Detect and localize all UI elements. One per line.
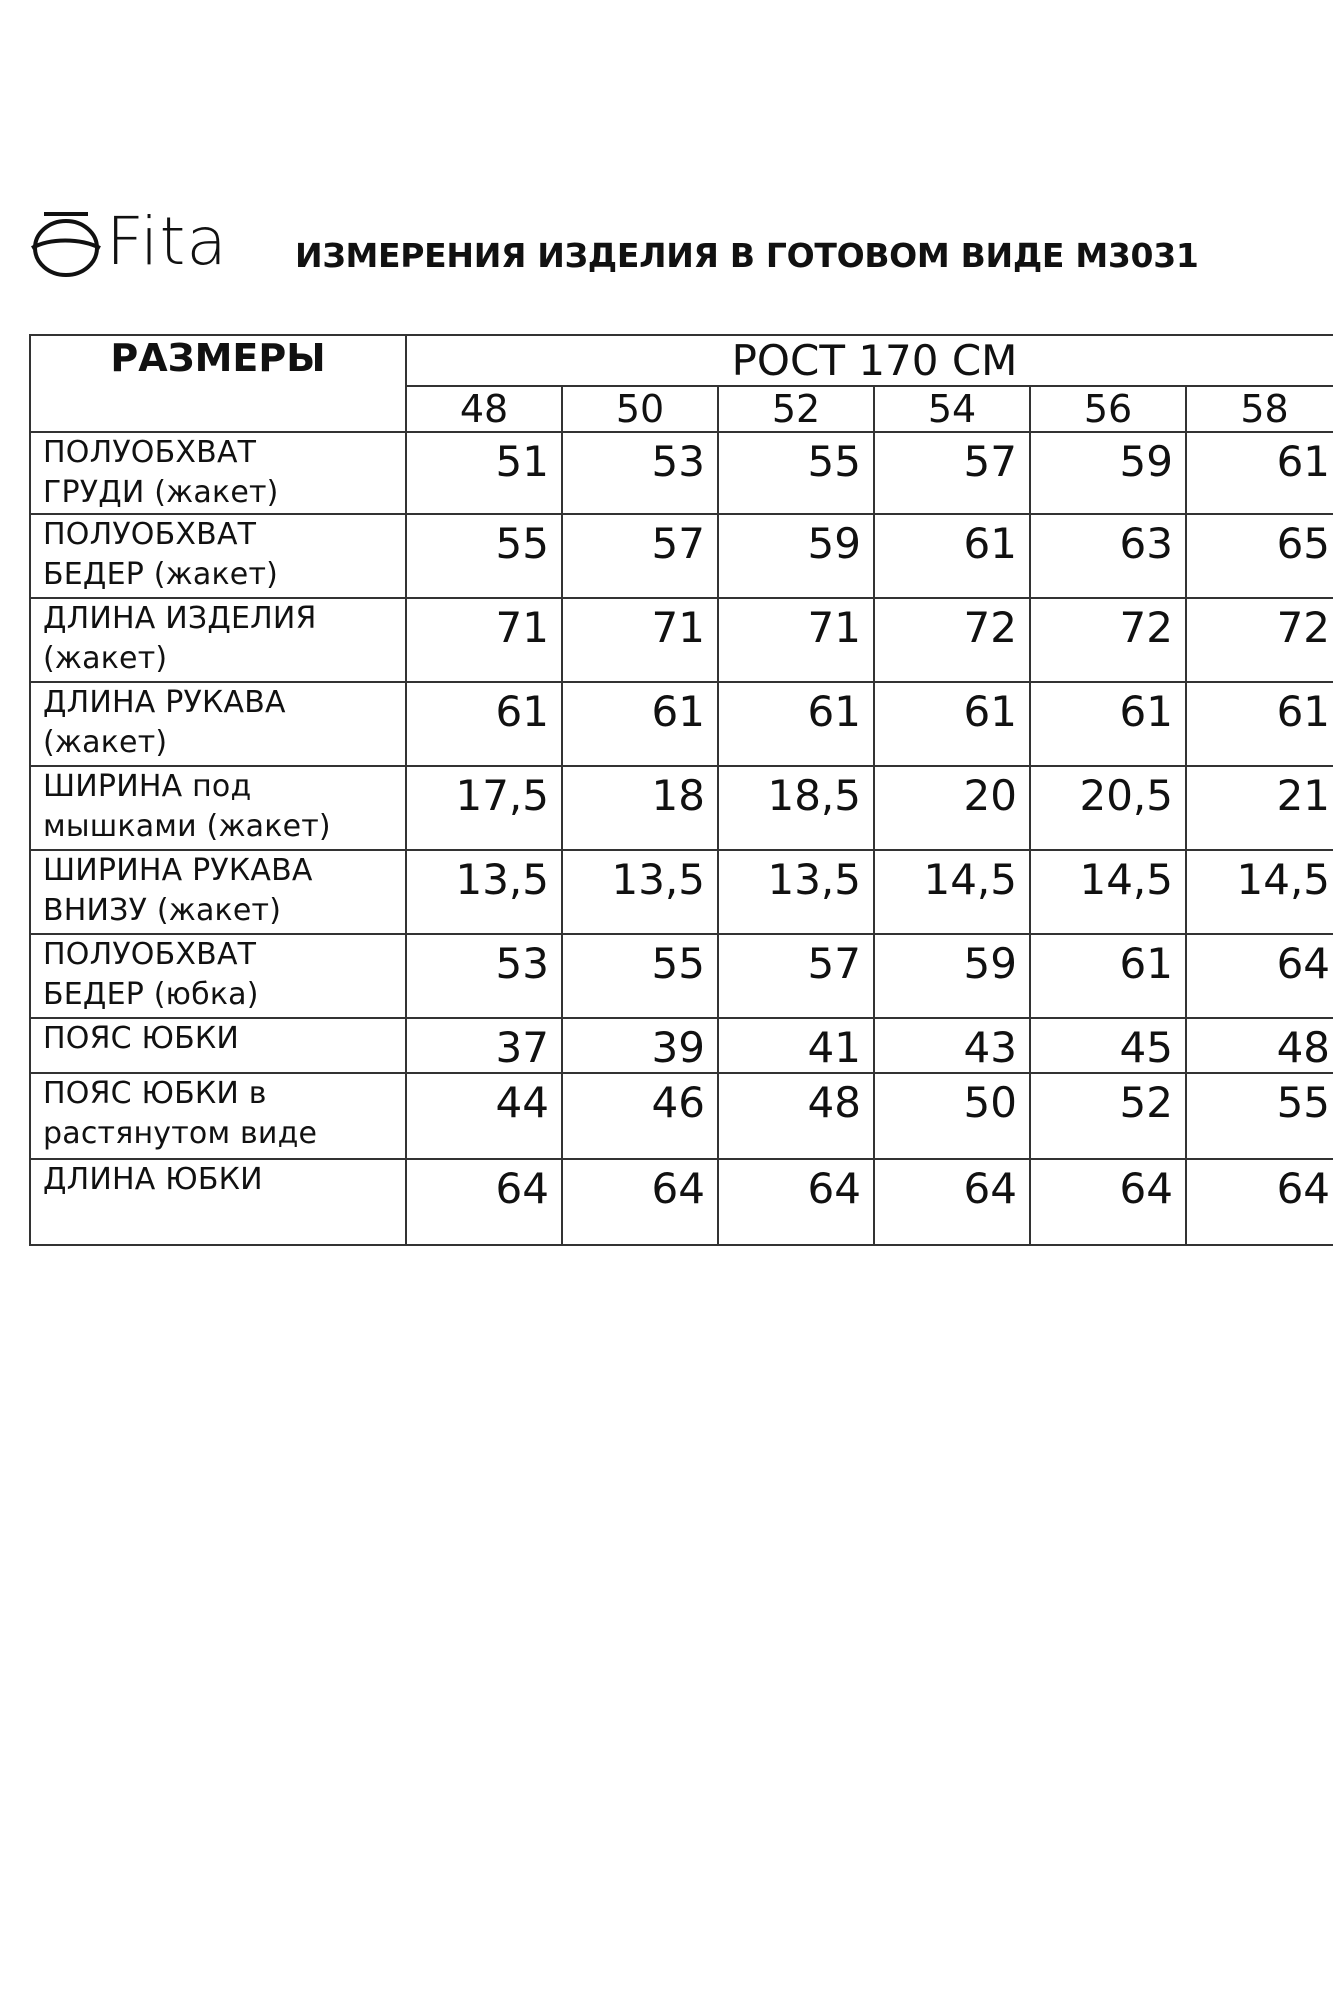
- table-row: [30, 934, 1333, 1018]
- parameter-label-line: растянутом виде: [43, 1116, 318, 1151]
- measurement-value: 61: [874, 514, 1030, 598]
- parameter-label: [30, 1159, 406, 1245]
- measurement-value: 65: [1186, 514, 1333, 598]
- measurement-value: 17,5: [406, 766, 562, 850]
- table-row: [30, 514, 1333, 598]
- parameter-label-line: БЕДЕР (жакет): [43, 557, 279, 592]
- height-header: РОСТ 170 СМ: [406, 335, 1333, 386]
- measurement-value: 53: [562, 432, 718, 514]
- parameter-label: [30, 934, 406, 1018]
- measurement-value: 21: [1186, 766, 1333, 850]
- measurement-value: 63: [1030, 514, 1186, 598]
- measurement-value: 71: [718, 598, 874, 682]
- table-row: [30, 598, 1333, 682]
- measurement-value: 13,5: [718, 850, 874, 934]
- parameter-label-line: (жакет): [43, 641, 168, 676]
- measurement-value: 50: [874, 1073, 1030, 1159]
- measurement-value: 39: [562, 1018, 718, 1073]
- measurement-value: 53: [406, 934, 562, 1018]
- parameter-label: [30, 766, 406, 850]
- brand-name: Fita: [106, 203, 228, 280]
- table-row: [30, 850, 1333, 934]
- measurement-value: 55: [562, 934, 718, 1018]
- measurement-value: 61: [406, 682, 562, 766]
- measurement-value: 64: [1030, 1159, 1186, 1245]
- measurement-value: 14,5: [1186, 850, 1333, 934]
- measurement-value: 14,5: [874, 850, 1030, 934]
- parameter-label: [30, 514, 406, 598]
- parameter-label-line: ШИРИНА РУКАВА: [43, 853, 313, 888]
- size-header-cell: 54: [874, 386, 1030, 432]
- parameter-label-line: (жакет): [43, 725, 168, 760]
- parameter-label-line: ДЛИНА РУКАВА: [43, 685, 286, 720]
- measurement-value: 55: [406, 514, 562, 598]
- measurement-value: 18,5: [718, 766, 874, 850]
- measurement-value: 20: [874, 766, 1030, 850]
- parameter-label-line: ПОЛУОБХВАТ: [43, 435, 257, 470]
- measurement-value: 20,5: [1030, 766, 1186, 850]
- table-row: [30, 766, 1333, 850]
- parameter-label-line: ШИРИНА под: [43, 769, 252, 804]
- table-row: [30, 682, 1333, 766]
- measurement-value: 61: [1030, 934, 1186, 1018]
- measurement-value: 13,5: [562, 850, 718, 934]
- measurement-value: 61: [562, 682, 718, 766]
- parameter-label-line: мышками (жакет): [43, 809, 331, 844]
- measurement-value: 61: [874, 682, 1030, 766]
- parameter-label: [30, 598, 406, 682]
- measurement-value: 64: [1186, 1159, 1333, 1245]
- table-row: [30, 1018, 1333, 1073]
- measurement-value: 45: [1030, 1018, 1186, 1073]
- measurement-value: 51: [406, 432, 562, 514]
- measurement-value: 57: [718, 934, 874, 1018]
- measurement-value: 61: [1186, 432, 1333, 514]
- size-chart-table: [29, 334, 1333, 1246]
- size-header-cell: 52: [718, 386, 874, 432]
- parameter-label: [30, 432, 406, 514]
- measurement-value: 57: [562, 514, 718, 598]
- measurement-value: 71: [406, 598, 562, 682]
- document-title: ИЗМЕРЕНИЯ ИЗДЕЛИЯ В ГОТОВОМ ВИДЕ М3031: [295, 236, 1199, 275]
- measurement-value: 61: [1186, 682, 1333, 766]
- fita-theta-icon: [30, 208, 102, 280]
- parameter-label-line: ВНИЗУ (жакет): [43, 893, 282, 928]
- parameter-label-line: ПОЛУОБХВАТ: [43, 517, 257, 552]
- measurement-value: 48: [1186, 1018, 1333, 1073]
- parameter-label-line: ДЛИНА ИЗДЕЛИЯ: [43, 601, 317, 636]
- measurement-value: 14,5: [1030, 850, 1186, 934]
- measurement-value: 59: [1030, 432, 1186, 514]
- measurement-value: 64: [562, 1159, 718, 1245]
- measurement-value: 61: [718, 682, 874, 766]
- measurement-value: 57: [874, 432, 1030, 514]
- table-body: [30, 432, 1333, 1245]
- parameter-label-line: ДЛИНА ЮБКИ: [43, 1162, 263, 1197]
- parameter-label-line: ПОЯС ЮБКИ в: [43, 1076, 267, 1111]
- measurement-value: 64: [874, 1159, 1030, 1245]
- measurement-value: 13,5: [406, 850, 562, 934]
- measurement-value: 46: [562, 1073, 718, 1159]
- sizes-header: РАЗМЕРЫ: [30, 335, 406, 432]
- measurement-value: 43: [874, 1018, 1030, 1073]
- measurement-value: 64: [1186, 934, 1333, 1018]
- measurement-value: 59: [718, 514, 874, 598]
- size-header-cell: 58: [1186, 386, 1333, 432]
- measurement-value: 18: [562, 766, 718, 850]
- measurement-value: 72: [1030, 598, 1186, 682]
- document-header: [30, 200, 1320, 290]
- parameter-label-line: БЕДЕР (юбка): [43, 977, 259, 1012]
- measurement-value: 55: [718, 432, 874, 514]
- measurement-value: 44: [406, 1073, 562, 1159]
- measurement-value: 59: [874, 934, 1030, 1018]
- size-header-cell: 56: [1030, 386, 1186, 432]
- table-header-row: [30, 335, 1333, 386]
- parameter-label: [30, 850, 406, 934]
- parameter-label-line: ГРУДИ (жакет): [43, 475, 279, 510]
- table-row: [30, 1159, 1333, 1245]
- size-header-cell: 48: [406, 386, 562, 432]
- size-header-cell: 50: [562, 386, 718, 432]
- parameter-label: [30, 682, 406, 766]
- measurement-value: 72: [874, 598, 1030, 682]
- measurement-value: 37: [406, 1018, 562, 1073]
- parameter-label: [30, 1018, 406, 1073]
- table-row: [30, 432, 1333, 514]
- parameter-label: [30, 1073, 406, 1159]
- table-row: [30, 1073, 1333, 1159]
- measurement-value: 61: [1030, 682, 1186, 766]
- measurement-value: 52: [1030, 1073, 1186, 1159]
- measurement-value: 41: [718, 1018, 874, 1073]
- measurement-value: 64: [718, 1159, 874, 1245]
- parameter-label-line: ПОЛУОБХВАТ: [43, 937, 257, 972]
- parameter-label-line: ПОЯС ЮБКИ: [43, 1021, 240, 1056]
- measurement-value: 64: [406, 1159, 562, 1245]
- measurement-value: 71: [562, 598, 718, 682]
- measurement-value: 55: [1186, 1073, 1333, 1159]
- measurement-value: 48: [718, 1073, 874, 1159]
- measurement-value: 72: [1186, 598, 1333, 682]
